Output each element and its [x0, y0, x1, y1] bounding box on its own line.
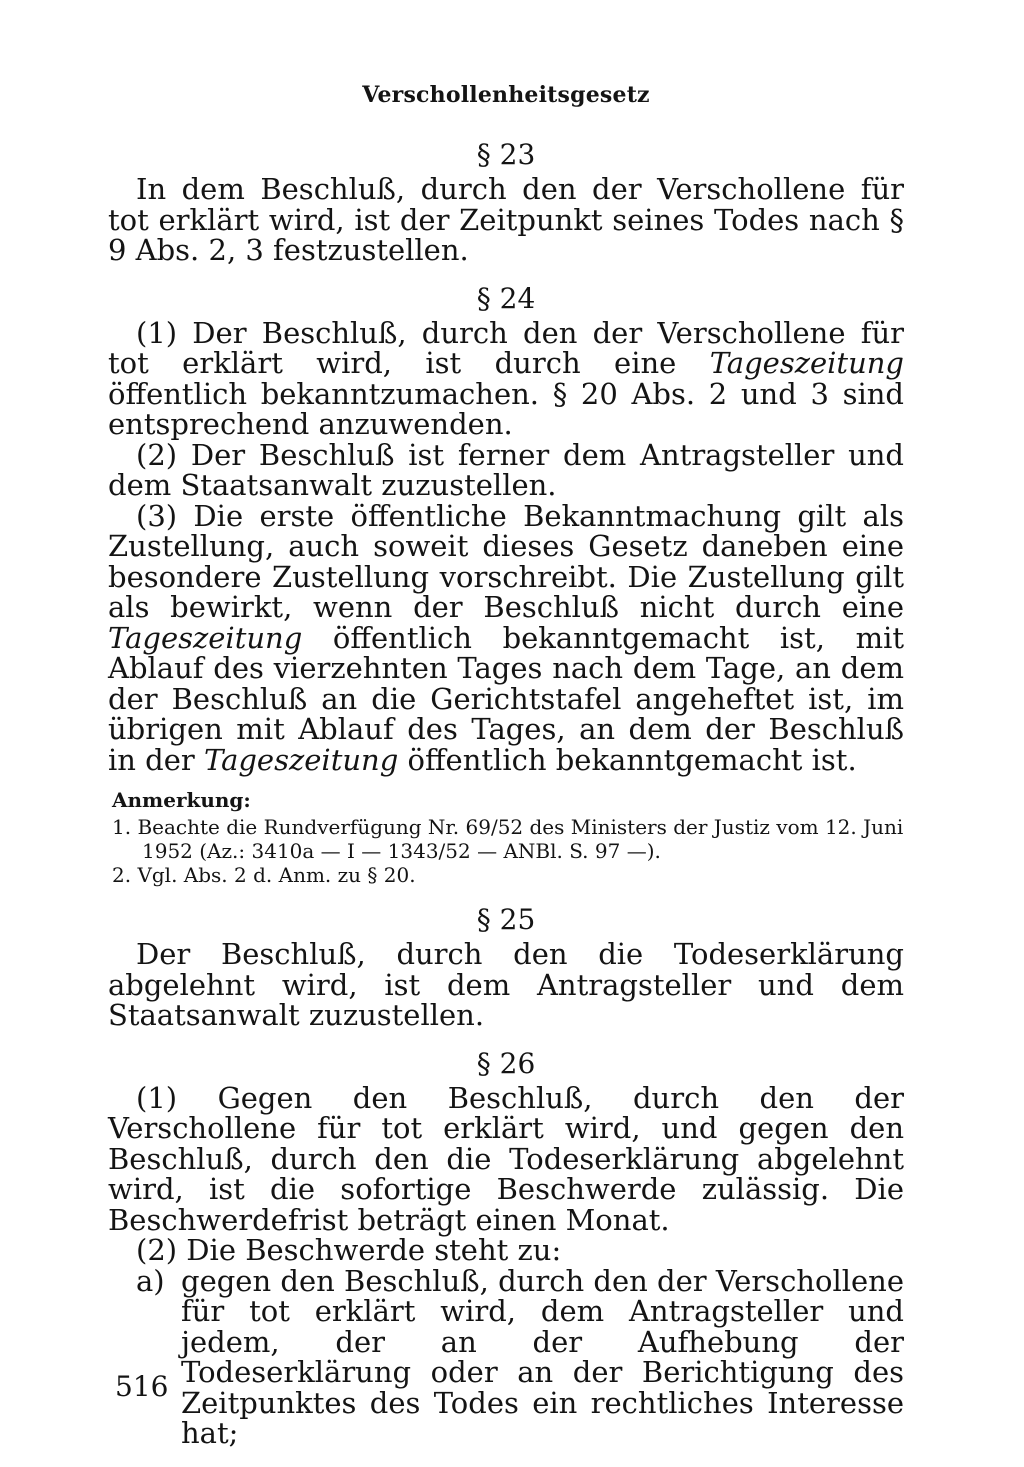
- section-24-paragraph-3: (3) Die erste öffentliche Bekanntmachung gilt als Zustellung, auch soweit dieses Gesetz daneben eine besondere Zustellung vorschreibt. Die Zustellung gilt als bewirkt, wenn der Beschluß nicht durch eine Tageszeitung öffentlich bekanntgemacht ist, mit Ablauf des vierzehnten Tages nach dem Tage, an dem der Beschluß an die Gerichtstafel angeheftet ist, im übrigen mit Ablauf des Tages, an dem der Beschluß in der Tageszeitung öffentlich bekanntgemacht ist.: [108, 498, 904, 777]
- emphasis-tageszeitung: Tageszeitung: [203, 742, 399, 777]
- section-26-item-a: [136, 1263, 904, 1450]
- section-26-paragraph-1: (1) Gegen den Beschluß, durch den der Verschollene für tot erklärt wird, und gegen den Beschluß, durch den die Todeserklärung abgelehnt wird, ist die sofortige Beschwerde zulässig. Die Beschwerdefrist beträgt einen Monat.: [108, 1080, 904, 1237]
- section-24-paragraph-1: (1) Der Beschluß, durch den der Verschollene für tot erklärt wird, ist durch eine Tageszeitung öffentlich bekanntzumachen. § 20 Abs. 2 und 3 sind entsprechend anzuwenden.: [108, 315, 904, 441]
- item-text: gegen den Beschluß, durch den der Verschollene für tot erklärt wird, dem Antragsteller und jedem, der an der Aufhebung der Todeserklärung oder an der Berichtigung des Zeitpunktes des Todes ein rechtliches Interesse hat;: [181, 1263, 904, 1450]
- page-number: 516: [115, 1370, 169, 1403]
- emphasis-tageszeitung: Tageszeitung: [108, 620, 303, 655]
- item-label: a): [136, 1263, 165, 1298]
- section-25-heading: § 25: [476, 903, 536, 936]
- section-25-text: Der Beschluß, durch den die Todeserklärung abgelehnt wird, ist dem Antragsteller und dem Staatsanwalt zuzustellen.: [108, 937, 904, 1032]
- annotation-note-2: 2. Vgl. Abs. 2 d. Anm. zu § 20.: [112, 863, 416, 887]
- section-23-heading: § 23: [476, 138, 536, 171]
- section-26-heading: § 26: [476, 1046, 536, 1080]
- section-24-heading: § 24: [476, 281, 536, 315]
- page-body: [108, 82, 904, 1449]
- emphasis-tageszeitung: Tageszeitung: [709, 346, 904, 380]
- annotation-heading: Anmerkung:: [112, 788, 251, 812]
- section-23-text: In dem Beschluß, durch den der Verschollene für tot erklärt wird, ist der Zeitpunkt seines Todes nach § 9 Abs. 2, 3 festzustellen.: [108, 172, 904, 267]
- annotation-note-1: 1. Beachte die Rundverfügung Nr. 69/52 des Ministers der Justiz vom 12. Juni 1952 (Az.: 3410a — I — 1343/52 — ANBl. S. 97 —).: [112, 815, 904, 863]
- running-head: Verschollenheitsgesetz: [362, 82, 650, 108]
- section-24-paragraph-2: (2) Der Beschluß ist ferner dem Antragsteller und dem Staatsanwalt zuzustellen.: [108, 437, 904, 502]
- section-26-paragraph-2: (2) Die Beschwerde steht zu:: [136, 1233, 562, 1267]
